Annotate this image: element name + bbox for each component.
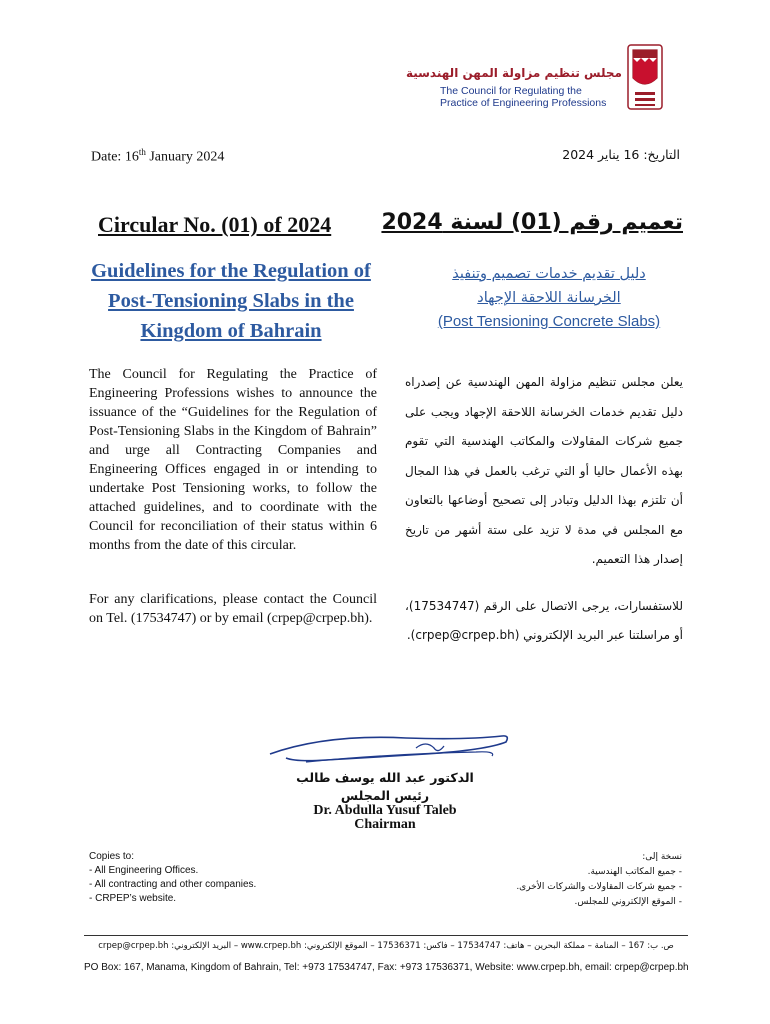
contact-paragraph-arabic: للاستفسارات، يرجى الاتصال على الرقم (17534747)، أو مراسلتنا عبر البريد الإلكتروني (crpep@crpep.bh). bbox=[405, 599, 683, 642]
footer-contact-arabic: ص. ب: 167 – المنامة – مملكة البحرين – هاتف: 17534747 – فاكس: 17536371 – الموقع الإلكتروني: www.crpep.bh – البريد الإلكتروني: crpep@crpep.bh bbox=[98, 941, 674, 951]
org-name-arabic: مجلس تنظيم مزاولة المهن الهندسية bbox=[405, 66, 622, 80]
guidelines-subtitle: (Post Tensioning Concrete Slabs) bbox=[437, 313, 661, 330]
date-english bbox=[91, 147, 224, 166]
signatory-name-english: Dr. Abdulla Yusuf Taleb bbox=[313, 803, 457, 818]
org-name-line2: Practice of Engineering Professions bbox=[440, 97, 607, 109]
copies-list-english bbox=[89, 850, 389, 906]
circular-title-english: Circular No. (01) of 2024 bbox=[98, 212, 332, 237]
copies-heading-arabic: نسخة إلى: bbox=[642, 852, 682, 862]
org-name-english bbox=[440, 85, 624, 109]
copies-list-arabic bbox=[470, 850, 682, 910]
copies-item: - All Engineering Offices. bbox=[89, 865, 199, 876]
copies-item: - CRPEP’s website. bbox=[89, 893, 177, 904]
copies-item-arabic: - جميع المكاتب الهندسية. bbox=[587, 867, 682, 877]
handwritten-signature bbox=[266, 724, 516, 772]
date-arabic: التاريخ: 16 يناير 2024 bbox=[562, 147, 680, 162]
circular-title-arabic: تعميم رقم (01) لسنة 2024 bbox=[381, 210, 683, 235]
guidelines-ar-line2: الخرسانة اللاحقة الإجهاد bbox=[477, 290, 621, 306]
signatory-title-arabic: رئيس المجلس bbox=[340, 788, 430, 803]
body-paragraph-arabic: يعلن مجلس تنظيم مزاولة المهن الهندسية عن إصدراه دليل تقديم خدمات الخرسانة اللاحقة الإجهاد ويجب على جميع شركات المقاولات والمكاتب الهندسية التي تقوم بهذه الأعمال حاليا أو التي ترغب بالعمل في هذا المجال أن تلتزم بهذا الدليل وتبادر إلى تصحيح أوضاعها بالتعاون مع المجلس في مدة لا تزيد على ستة أشهر من تاريخ إصدار هذا التعميم. bbox=[405, 375, 683, 566]
guidelines-title-arabic bbox=[415, 262, 683, 334]
guidelines-title-english: Guidelines for the Regulation of Post-Tensioning Slabs in the Kingdom of Bahrain bbox=[91, 260, 371, 342]
signatory-title-english: Chairman bbox=[354, 817, 416, 832]
footer-contact-english: PO Box: 167, Manama, Kingdom of Bahrain, Tel: +973 17534747, Fax: +973 17536371, Website: www.crpep.bh, email: crpep@crpep.bh bbox=[84, 962, 689, 973]
copies-heading: Copies to: bbox=[89, 851, 135, 862]
date-prefix: Date: 16 bbox=[91, 149, 139, 165]
copies-item-arabic: - جميع شركات المقاولات والشركات الأخرى. bbox=[516, 882, 682, 892]
signatory-name-arabic: الدكتور عبد الله يوسف طالب bbox=[296, 770, 474, 785]
crpep-emblem-icon bbox=[627, 44, 663, 110]
date-ordinal: th bbox=[138, 147, 146, 157]
body-paragraph-english: The Council for Regulating the Practice of Engineering Professions wishes to announce the issuance of the “Guidelines for the Regulation of Post-Tensioning Slabs in the Kingdom of Bahrain” and urge all Contracting Companies and Engineering Offices engaged in or intending to undertake Post Tensioning works, to follow the attached guidelines, and to coordinate with the Council for reconciliation of their status within 6 months from the date of this circular. bbox=[89, 367, 377, 553]
copies-item-arabic: - الموقع الإلكتروني للمجلس. bbox=[574, 897, 682, 907]
contact-paragraph-english: For any clarifications, please contact the Council on Tel. (17534747) or by email (crpep@crpep.bh). bbox=[89, 592, 377, 626]
footer-divider bbox=[84, 935, 688, 936]
date-suffix: January 2024 bbox=[145, 149, 225, 165]
copies-item: - All contracting and other companies. bbox=[89, 879, 257, 890]
org-name-line1: The Council for Regulating the bbox=[440, 85, 582, 97]
guidelines-ar-line1: دليل تقديم خدمات تصميم وتنفيذ bbox=[452, 266, 646, 282]
